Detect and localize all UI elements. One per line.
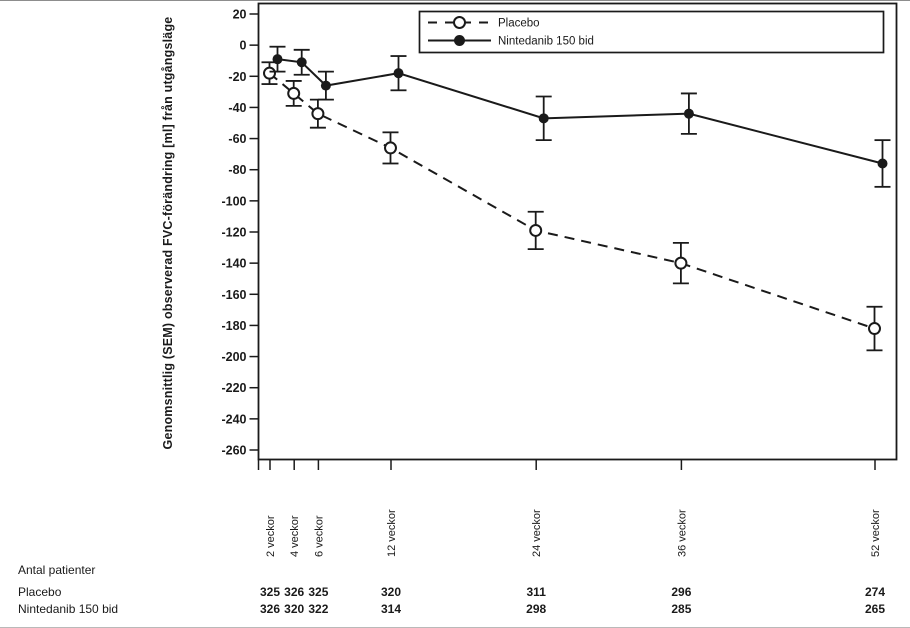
data-point-filled-circle — [273, 54, 283, 64]
patient-count: 326 — [259, 602, 281, 616]
y-tick-label: -80 — [228, 163, 247, 178]
x-tick-label: 12 veckor — [386, 509, 398, 557]
patients-row-label-nintedanib: Nintedanib 150 bid — [18, 602, 119, 616]
series-line-placebo — [270, 73, 875, 328]
data-point-open-circle — [869, 323, 880, 334]
legend-open-circle-icon — [454, 17, 465, 28]
data-point-open-circle — [264, 68, 275, 79]
x-tick-label: 36 veckor — [676, 509, 689, 557]
patients-table-title: Antal patienter — [18, 563, 96, 577]
x-tick-label: 52 veckor — [870, 509, 882, 557]
series-line-nintedanib — [278, 59, 883, 163]
y-tick-label: -160 — [221, 287, 247, 302]
legend-label: Placebo — [498, 17, 540, 30]
data-point-filled-circle — [321, 81, 331, 91]
patient-count: 296 — [671, 585, 692, 599]
patient-count: 322 — [308, 602, 329, 616]
y-tick-label: 0 — [239, 38, 247, 53]
y-tick-label: -180 — [221, 318, 247, 333]
x-tick-label: 24 veckor — [531, 509, 544, 557]
data-point-open-circle — [675, 258, 686, 269]
fvc-chart-plot — [0, 1, 910, 628]
data-point-filled-circle — [878, 158, 888, 168]
y-tick-label: -140 — [221, 256, 247, 271]
patients-row-label-placebo: Placebo — [18, 585, 62, 599]
x-tick-label: 4 veckor — [289, 515, 302, 557]
data-point-open-circle — [312, 108, 323, 119]
y-tick-label: -220 — [221, 381, 247, 396]
data-point-filled-circle — [539, 113, 549, 123]
patient-count: 285 — [671, 602, 692, 616]
patient-count: 320 — [380, 585, 402, 599]
patient-count: 311 — [526, 585, 546, 599]
patient-count: 326 — [284, 585, 305, 599]
y-axis-title: Genomsnittlig (SEM) observerad FVC-förändring [ml] från utgångsläge — [161, 16, 175, 450]
data-point-open-circle — [288, 88, 299, 99]
legend-label: Nintedanib 150 bid — [498, 35, 594, 48]
y-tick-label: -20 — [228, 69, 247, 84]
data-point-open-circle — [385, 142, 396, 153]
y-tick-label: 20 — [232, 7, 247, 22]
y-tick-label: -120 — [221, 225, 247, 240]
patient-count: 325 — [308, 585, 329, 599]
data-point-filled-circle — [297, 57, 307, 67]
x-tick-label: 6 veckor — [313, 515, 326, 557]
data-point-filled-circle — [684, 109, 694, 119]
legend-filled-circle-icon — [454, 35, 465, 46]
y-tick-label: -60 — [228, 132, 247, 147]
y-tick-label: -40 — [228, 100, 247, 115]
data-point-filled-circle — [394, 68, 404, 78]
patient-count: 325 — [259, 585, 281, 599]
y-tick-label: -260 — [221, 443, 247, 458]
y-tick-label: -200 — [221, 350, 247, 365]
patient-count: 314 — [380, 602, 402, 616]
data-point-open-circle — [530, 225, 541, 236]
y-tick-label: -100 — [221, 194, 247, 209]
y-tick-label: -240 — [221, 412, 247, 427]
patient-count: 274 — [864, 585, 886, 599]
x-tick-label: 2 veckor — [265, 515, 277, 557]
legend-box — [420, 12, 884, 53]
patient-count: 320 — [284, 602, 305, 616]
patient-count: 265 — [864, 602, 886, 616]
plot-frame — [259, 4, 897, 460]
patient-count: 298 — [526, 602, 547, 616]
